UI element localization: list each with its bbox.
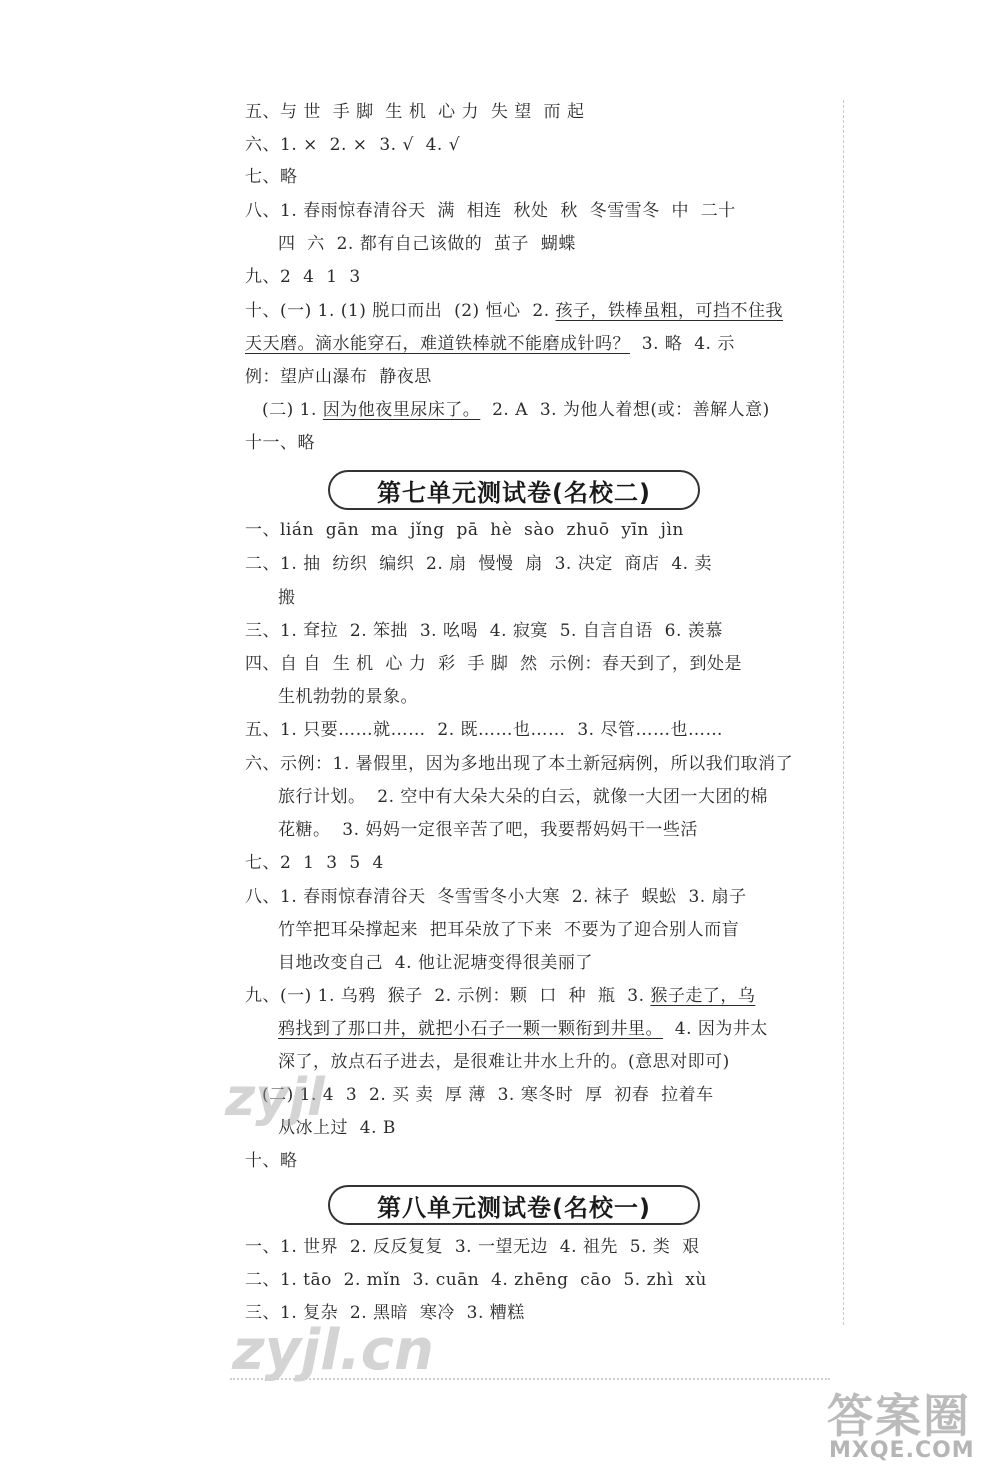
answer-line: 一、lián gān ma jǐng pā hè sào zhuō yīn jìn xyxy=(245,520,684,540)
answer-line: 旅行计划。 2. 空中有大朵大朵的白云，就像一大团一大团的棉 xyxy=(278,787,768,807)
section-title-unit8: 第八单元测试卷(名校一) xyxy=(328,1185,700,1225)
answer-line: 从冰上过 4. B xyxy=(278,1118,396,1138)
underlined-answer: 因为他夜里尿床了。 xyxy=(322,400,481,420)
answer-line: 三、1. 耷拉 2. 笨拙 3. 吆喝 4. 寂寞 5. 自言自语 6. 羡慕 xyxy=(245,621,723,641)
answer-text: 2. A 3. 为他人着想(或：善解人意) xyxy=(480,400,770,420)
answer-line: 深了，放点石子进去，是很难让井水上升的。(意思对即可) xyxy=(278,1052,730,1072)
answer-line xyxy=(262,399,770,421)
answer-line: 六、1. × 2. × 3. √ 4. √ xyxy=(245,135,461,155)
answer-line: 例：望庐山瀑布 静夜思 xyxy=(245,367,432,387)
section-title-unit7: 第七单元测试卷(名校二) xyxy=(328,470,700,510)
answer-line: 五、与 世 手 脚 生 机 心 力 失 望 而 起 xyxy=(245,102,585,122)
corner-watermark-logo xyxy=(815,1380,993,1466)
margin-divider xyxy=(843,100,844,1325)
answer-text: (二) 1. xyxy=(262,400,323,420)
answer-line: 目地改变自己 4. 他让泥塘变得很美丽了 xyxy=(278,953,593,973)
answer-text: 九、(一) 1. 乌鸦 猴子 2. 示例：颗 口 种 瓶 3. xyxy=(245,986,651,1006)
answer-line: 四、自 自 生 机 心 力 彩 手 脚 然 示例：春天到了，到处是 xyxy=(245,654,742,674)
answer-line: 八、1. 春雨惊春清谷天 满 相连 秋处 秋 冬雪雪冬 中 二十 xyxy=(245,201,736,221)
corner-logo-text: 答案圈 xyxy=(827,1389,971,1443)
answer-line: 七、略 xyxy=(245,167,298,187)
answer-line: 一、1. 世界 2. 反反复复 3. 一望无边 4. 祖先 5. 类 艰 xyxy=(245,1237,700,1257)
answer-line: 花糖。 3. 妈妈一定很辛苦了吧，我要帮妈妈干一些活 xyxy=(278,820,698,840)
underlined-answer: 天天磨。滴水能穿石，难道铁棒就不能磨成针吗？ xyxy=(245,334,630,354)
answer-line xyxy=(278,1018,768,1040)
corner-logo-url: MXQE.COM xyxy=(829,1438,975,1463)
answer-line xyxy=(245,985,755,1007)
answer-line: 五、1. 只要……就…… 2. 既……也…… 3. 尽管……也…… xyxy=(245,720,723,740)
underlined-answer: 孩子，铁棒虽粗，可挡不住我 xyxy=(555,301,783,321)
bottom-divider xyxy=(230,1378,830,1380)
answer-line: 六、示例：1. 暑假里，因为多地出现了本土新冠病例，所以我们取消了 xyxy=(245,754,794,774)
answer-line: 二、1. tāo 2. mǐn 3. cuān 4. zhēng cāo 5. zhì xù xyxy=(245,1270,707,1290)
answer-line: (二) 1. 4 3 2. 买 卖 厚 薄 3. 寒冬时 厚 初春 拉着车 xyxy=(262,1085,714,1105)
watermark-logo: zyjl.cn xyxy=(232,1318,434,1383)
answer-line xyxy=(245,300,783,322)
answer-line: 四 六 2. 都有自己该做的 茧子 蝴蝶 xyxy=(278,234,576,254)
answer-text: 十、(一) 1. (1) 脱口而出 (2) 恒心 2. xyxy=(245,301,556,321)
underlined-answer: 鸦找到了那口井，就把小石子一颗一颗衔到井里。 xyxy=(278,1019,663,1039)
answer-line: 三、1. 复杂 2. 黑暗 寒冷 3. 糟糕 xyxy=(245,1303,525,1323)
watermark-logo: zyjl xyxy=(225,1068,325,1128)
answer-line xyxy=(245,333,735,355)
answer-line: 搬 xyxy=(278,588,296,608)
answer-text: 3. 略 4. 示 xyxy=(630,334,735,354)
answer-line: 九、2 4 1 3 xyxy=(245,267,361,287)
answer-line: 二、1. 抽 纺织 编织 2. 扇 慢慢 扇 3. 决定 商店 4. 卖 xyxy=(245,554,712,574)
answer-line: 竹竿把耳朵撑起来 把耳朵放了下来 不要为了迎合别人而盲 xyxy=(278,920,740,940)
answer-line: 八、1. 春雨惊春清谷天 冬雪雪冬小大寒 2. 袜子 蜈蚣 3. 扇子 xyxy=(245,887,747,907)
answer-line: 生机勃勃的景象。 xyxy=(278,687,418,707)
underlined-answer: 猴子走了，乌 xyxy=(650,986,756,1006)
answer-line: 七、2 1 3 5 4 xyxy=(245,853,384,873)
answer-line: 十一、略 xyxy=(245,433,315,453)
answer-text: 4. 因为井太 xyxy=(663,1019,768,1039)
answer-line: 十、略 xyxy=(245,1151,298,1171)
